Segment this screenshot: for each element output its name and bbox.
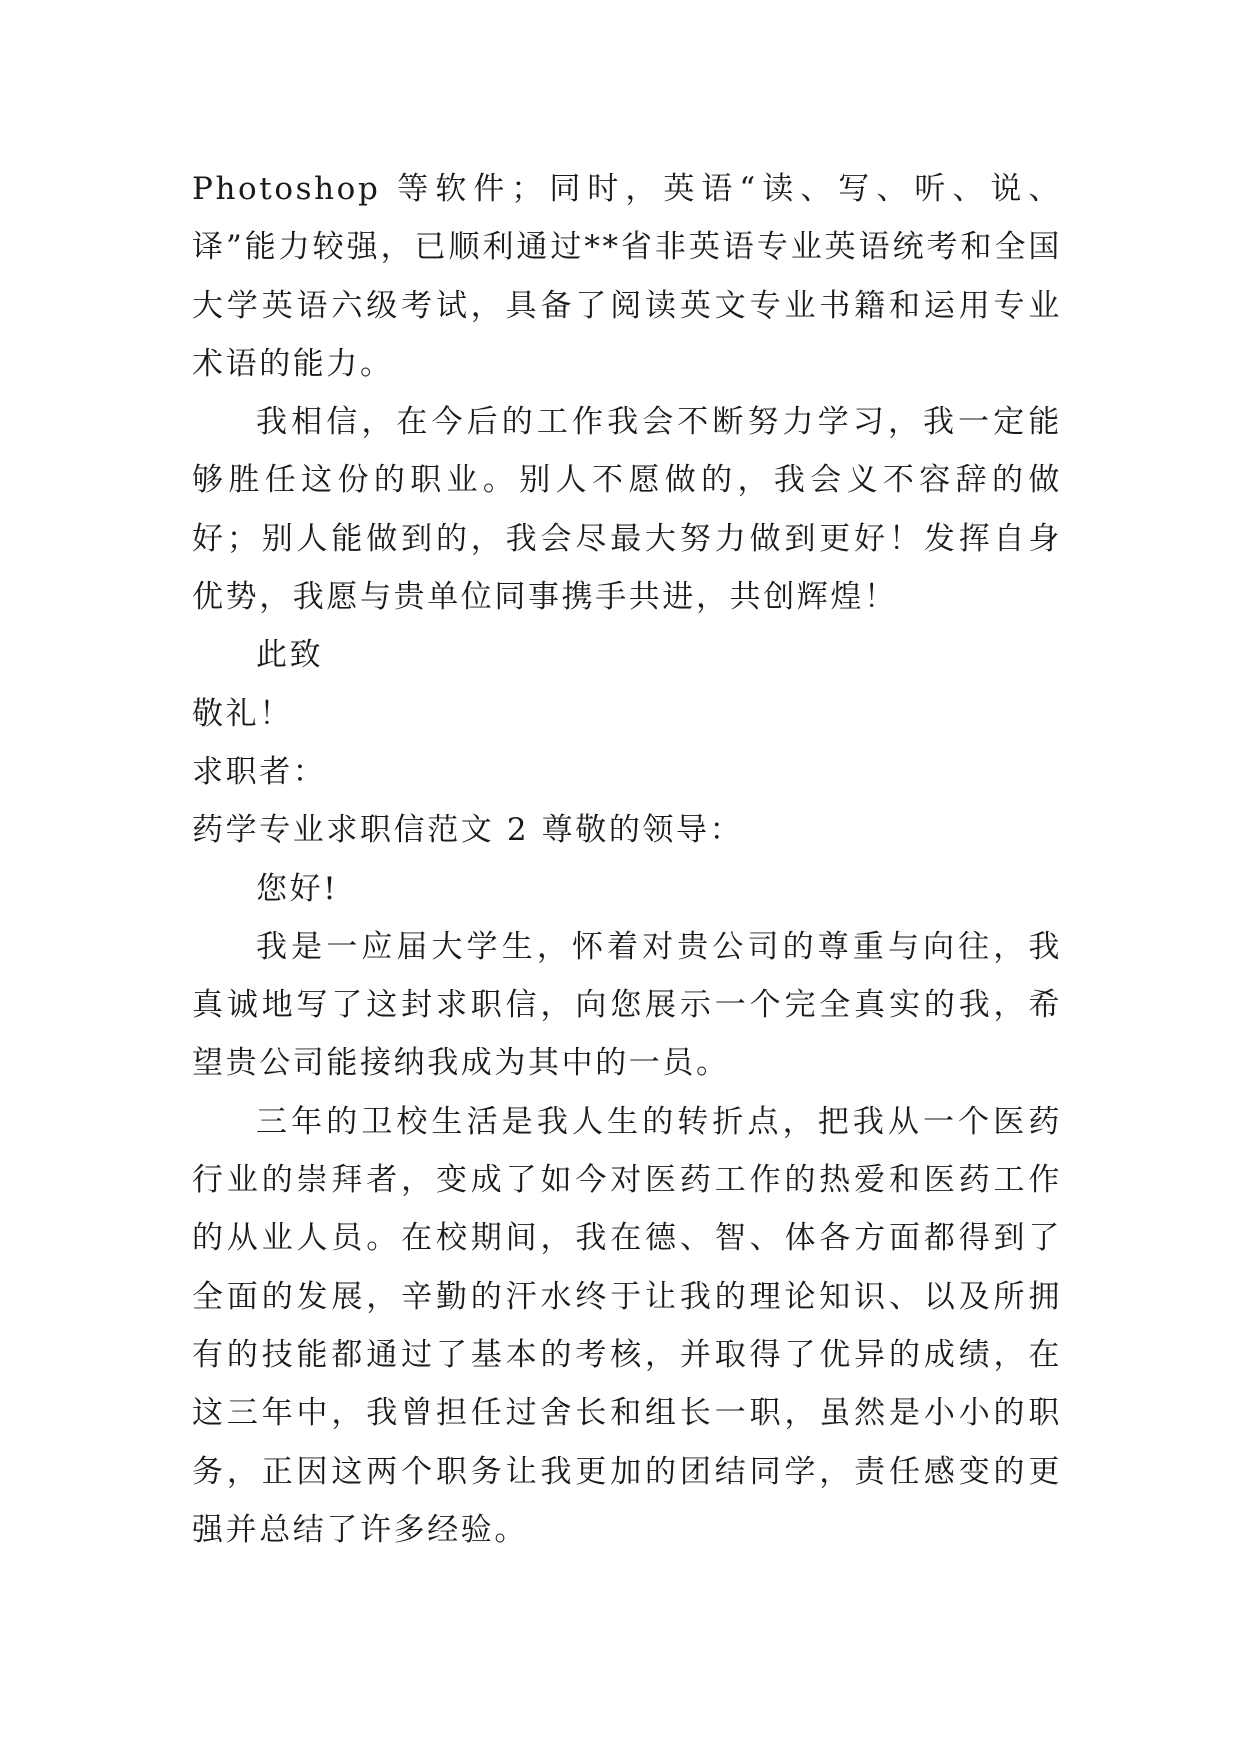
sample-2-heading: 药学专业求职信范文 2 尊敬的领导：: [192, 812, 744, 849]
closing-salutation: 此致: [256, 637, 324, 674]
greeting: 您好!: [256, 870, 339, 907]
paragraph-school-experience: 三年的卫校生活是我人生的转折点，把我从一个医药行业的崇拜者，变成了如今对医药工作的热爱和医药工作的从业人员。在校期间，我在德、智、体各方面都得到了全面的发展，辛勤的汗水终于让我的理论知识、以及所拥有的技能都通过了基本的考核，并取得了优异的成绩，在这三年中，我曾担任过舍长和组长一职，虽然是小小的职务，正因这两个职务让我更加的团结同学，责任感变的更强并总结了许多经验。: [192, 1103, 1062, 1548]
document-body: [192, 160, 1062, 1559]
paragraph-commitment: 我相信，在今后的工作我会不断努力学习，我一定能够胜任这份的职业。别人不愿做的，我会义不容辞的做好；别人能做到的，我会尽最大努力做到更好！发挥自身优势，我愿与贵单位同事携手共进，共创辉煌！: [192, 404, 1062, 616]
applicant-signature-label: 求职者：: [192, 753, 327, 790]
paragraph-introduction: 我是一应届大学生，怀着对贵公司的尊重与向往，我真诚地写了这封求职信，向您展示一个完全真实的我，希望贵公司能接纳我成为其中的一员。: [192, 928, 1062, 1082]
closing-regards: 敬礼！: [192, 695, 293, 732]
paragraph-skills: Photoshop 等软件；同时，英语“读、写、听、说、译”能力较强，已顺利通过**省非英语专业英语统考和全国大学英语六级考试，具备了阅读英文专业书籍和运用专业术语的能力。: [192, 171, 1062, 382]
